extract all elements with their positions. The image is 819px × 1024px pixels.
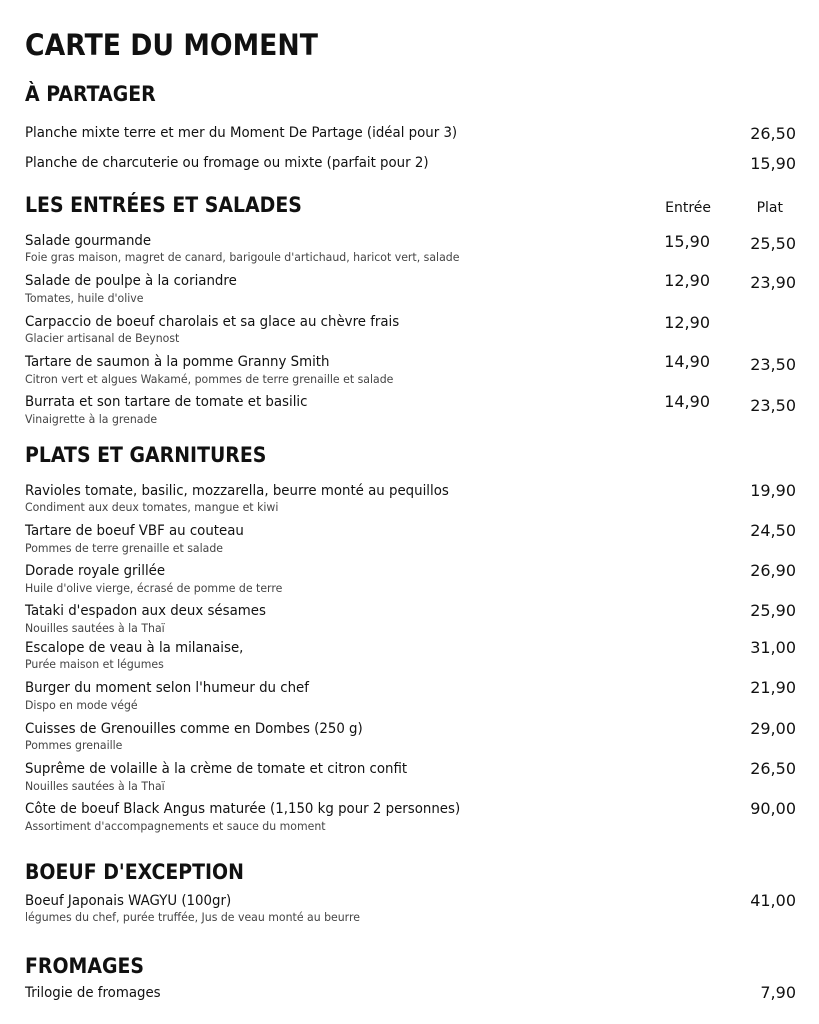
menu-item-description: légumes du chef, purée truffée, Jus de veau monté au beurre [25, 910, 360, 924]
menu-item-price: 41,00 [750, 891, 796, 910]
menu-item-name: Salade de poulpe à la coriandre [25, 273, 237, 289]
menu-item-price-entree: 15,90 [664, 232, 710, 251]
menu-item-description: Condiment aux deux tomates, mangue et kiwi [25, 500, 279, 514]
menu-item-description: Pommes de terre grenaille et salade [25, 541, 224, 555]
menu-item-name: Côte de boeuf Black Angus maturée (1,150 kg pour 2 personnes) [25, 801, 461, 817]
menu-item-name: Planche mixte terre et mer du Moment De Partage (idéal pour 3) [25, 125, 458, 141]
menu-item-name: Carpaccio de boeuf charolais et sa glace au chèvre frais [25, 314, 400, 330]
menu-item-description: Pommes grenaille [25, 738, 123, 752]
menu-item-description: Foie gras maison, magret de canard, barigoule d'artichaud, haricot vert, salade [25, 250, 460, 264]
menu-item-description: Assortiment d'accompagnements et sauce du moment [25, 819, 326, 833]
menu-item-description: Huile d'olive vierge, écrasé de pomme de terre [25, 581, 283, 595]
menu-item-name: Escalope de veau à la milanaise, [25, 640, 244, 656]
menu-item-description: Glacier artisanal de Beynost [25, 331, 180, 345]
menu-item-price: 7,90 [760, 983, 796, 1002]
menu-item-description: Dispo en mode végé [25, 698, 138, 712]
menu-item-price: 26,90 [750, 561, 796, 580]
menu-item-price: 90,00 [750, 799, 796, 818]
menu-item-price-plat: 23,50 [750, 355, 796, 374]
menu-item-description: Vinaigrette à la grenade [25, 412, 158, 426]
menu-item-description: Tomates, huile d'olive [25, 291, 144, 305]
menu-item-name: Boeuf Japonais WAGYU (100gr) [25, 893, 232, 909]
menu-item-price: 29,00 [750, 719, 796, 738]
menu-item-price-entree: 14,90 [664, 352, 710, 371]
menu-item-name: Cuisses de Grenouilles comme en Dombes (250 g) [25, 721, 363, 737]
menu-item-description: Nouilles sautées à la Thaï [25, 621, 165, 635]
column-header-plat: Plat [756, 200, 783, 216]
menu-item-price: 21,90 [750, 678, 796, 697]
menu-item-name: Tataki d'espadon aux deux sésames [25, 603, 266, 619]
menu-item-price-plat: 25,50 [750, 234, 796, 253]
menu-item-name: Tartare de boeuf VBF au couteau [25, 523, 244, 539]
menu-item-price: 19,90 [750, 481, 796, 500]
menu-item-name: Dorade royale grillée [25, 563, 166, 579]
menu-item-description: Nouilles sautées à la Thaï [25, 779, 165, 793]
menu-item-price-entree: 12,90 [664, 313, 710, 332]
menu-item-price: 15,90 [750, 154, 796, 173]
section-title-entrees: LES ENTRÉES ET SALADES [25, 193, 302, 217]
menu-item-description: Purée maison et légumes [25, 657, 164, 671]
page-title: CARTE DU MOMENT [25, 28, 318, 62]
column-header-entree: Entrée [665, 200, 711, 216]
menu-item-name: Burger du moment selon l'humeur du chef [25, 680, 309, 696]
menu-item-price: 26,50 [750, 759, 796, 778]
menu-item-price-entree: 12,90 [664, 271, 710, 290]
menu-item-price: 24,50 [750, 521, 796, 540]
menu-item-price-entree: 14,90 [664, 392, 710, 411]
menu-item-name: Ravioles tomate, basilic, mozzarella, beurre monté au pequillos [25, 483, 449, 499]
menu-item-name: Salade gourmande [25, 233, 152, 249]
section-title-boeuf: BOEUF D'EXCEPTION [25, 860, 244, 884]
menu-item-name: Tartare de saumon à la pomme Granny Smith [25, 354, 330, 370]
menu-item-price-plat: 23,90 [750, 273, 796, 292]
section-title-fromages: FROMAGES [25, 954, 145, 978]
menu-item-price: 26,50 [750, 124, 796, 143]
menu-item-price: 25,90 [750, 601, 796, 620]
section-title-partager: À PARTAGER [25, 82, 156, 106]
menu-item-price-plat: 23,50 [750, 396, 796, 415]
menu-item-name: Trilogie de fromages [25, 985, 161, 1001]
menu-item-price: 31,00 [750, 638, 796, 657]
menu-item-name: Suprême de volaille à la crème de tomate et citron confit [25, 761, 408, 777]
section-title-plats: PLATS ET GARNITURES [25, 443, 267, 467]
menu-item-name: Burrata et son tartare de tomate et basilic [25, 394, 308, 410]
menu-item-name: Planche de charcuterie ou fromage ou mixte (parfait pour 2) [25, 155, 429, 171]
menu-item-description: Citron vert et algues Wakamé, pommes de terre grenaille et salade [25, 372, 394, 386]
